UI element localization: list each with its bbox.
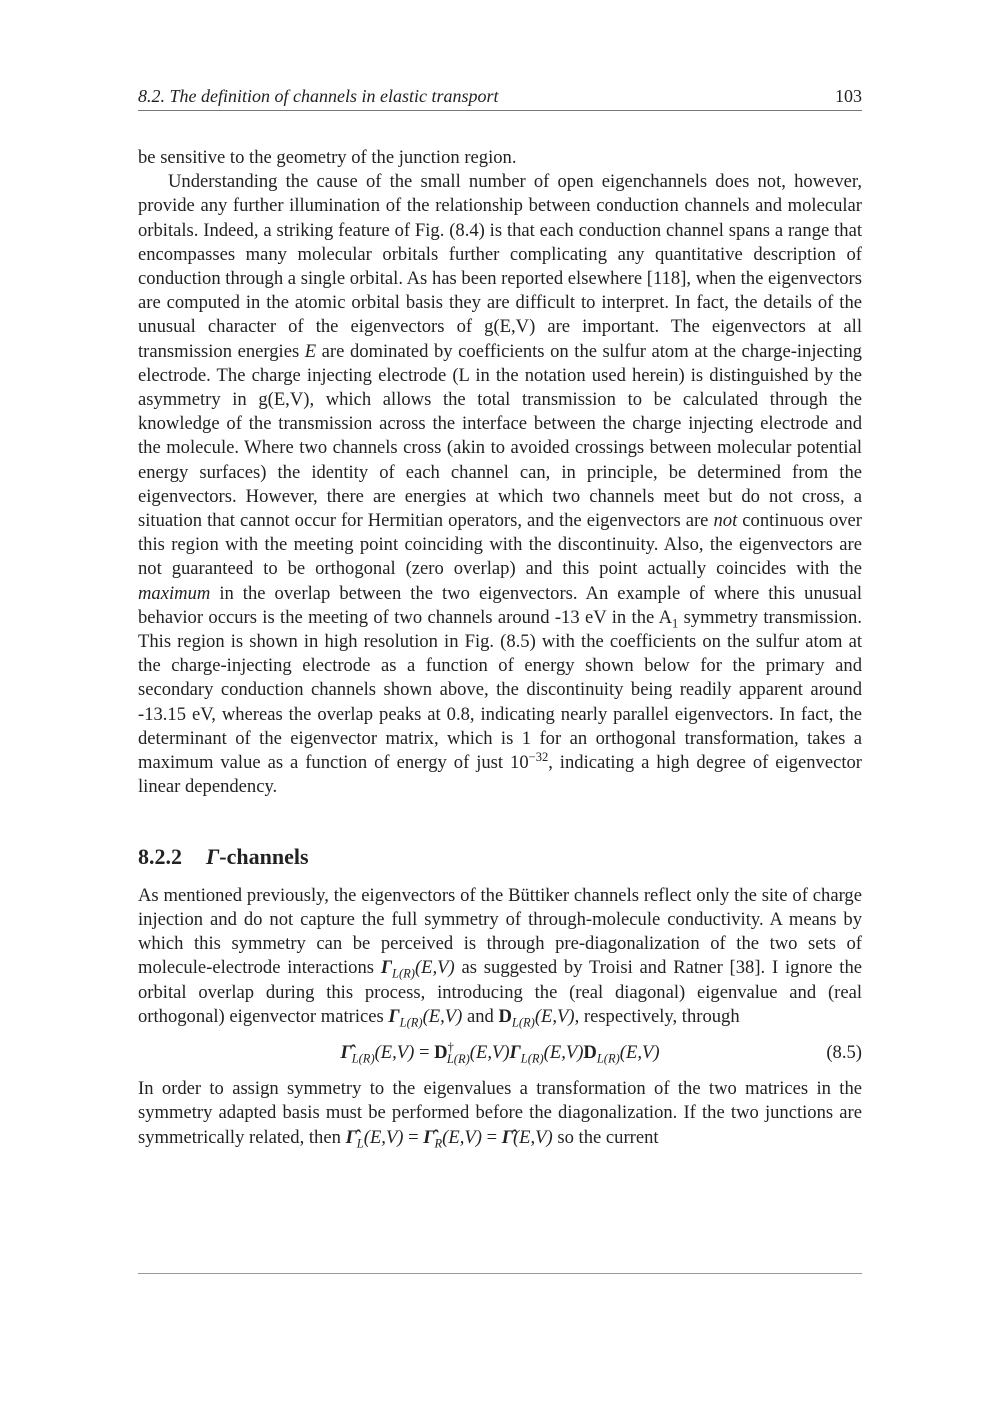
subscript-1: 1 xyxy=(672,616,679,631)
emphasis-maximum: maximum xyxy=(138,582,211,604)
math-subscript: L xyxy=(356,1136,364,1151)
equals-sign: = xyxy=(481,1126,502,1148)
text-run: in the overlap between the two eigenvectors. An example of where this unusual behavior occurs is the meeting of two channels around -13 eV in the A xyxy=(138,582,862,628)
text-run: continuous over this region with the meeting point coinciding with the discontinuity. Also, the eigenvectors are not guaranteed to be orthogonal (zero overlap) and this point actually coincides with the xyxy=(138,510,862,580)
math-subscript: L(R) xyxy=(520,1051,544,1066)
text-run: In order to assign symmetry to the eigenvalues a transformation of the two matrices in the symmetry adapted basis must be performed before the diagonalization. If the two junctions are symmetrically related, then xyxy=(138,1078,862,1148)
math-e: E xyxy=(304,340,317,362)
math-args: (E,V) xyxy=(442,1126,482,1148)
math-args: (E,V) xyxy=(469,1041,510,1063)
math-args: (E,V) xyxy=(422,1005,463,1027)
math-args: (E,V) xyxy=(512,1126,553,1148)
emphasis-not: not xyxy=(713,510,738,532)
math-subscript: R xyxy=(434,1136,443,1151)
text-run: , indicating a high degree of eigenvector linear dependency. xyxy=(138,752,862,798)
math-gamma: Γ xyxy=(388,1005,400,1027)
text-run: , respectively, through xyxy=(574,1005,740,1027)
math-subscript: L(R) xyxy=(351,1051,375,1066)
paragraph-4 xyxy=(138,1077,862,1150)
section-title xyxy=(206,845,309,869)
running-title: 8.2. The definition of channels in elastic transport xyxy=(138,86,499,106)
equation-8-5 xyxy=(138,1041,862,1065)
math-gamma: Γ xyxy=(380,957,393,979)
section-heading xyxy=(138,845,862,869)
math-gamma-hat: Γ̂ xyxy=(423,1126,435,1148)
footer-rule xyxy=(138,1273,862,1274)
text-run: As mentioned previously, the eigenvectors of the Büttiker channels reflect only the site of charge injection and do not capture the full symmetry of through-molecule conductivity. A means by which this symmetry can be perceived is through pre-diagonalization of the two sets of molecule-electrode interactions xyxy=(138,884,862,979)
math-args: (E,V) xyxy=(374,1041,415,1063)
math-subscript: L(R) xyxy=(399,1015,423,1030)
equals-sign: = xyxy=(414,1041,435,1063)
math-gamma: Γ xyxy=(509,1041,521,1063)
text-run: as suggested by Troisi and Ratner [38]. I ignore the orbital overlap during this process, introducing the (real diagonal) eigenvalue and (real orthogonal) eigenvector matrices xyxy=(138,957,862,1027)
paragraph-3 xyxy=(138,884,862,1029)
paragraph-2 xyxy=(138,170,862,799)
equation-body xyxy=(340,1041,659,1065)
math-d: D xyxy=(498,1005,512,1027)
math-args: (E,V) xyxy=(534,1005,575,1027)
text-run: symmetry transmission. This region is shown in high resolution in Fig. (8.5) with the coefficients on the sulfur atom at the charge-injecting electrode as a function of energy shown below for the primary and secondary conduction channels shown above, the discontinuity being readily apparent around -13.15 eV, whereas the overlap peaks at 0.8, indicating nearly parallel eigenvectors. In fact, the determinant of the eigenvector matrix, which is 1 for an orthogonal transformation, takes a maximum value as a function of energy of just 10 xyxy=(138,606,862,774)
math-subscript: L(R) xyxy=(446,1051,470,1066)
exponent: −32 xyxy=(528,749,549,764)
math-gamma-hat: Γ̂ xyxy=(345,1126,357,1148)
math-args: (E,V) xyxy=(543,1041,584,1063)
page-body xyxy=(138,146,862,1150)
gamma-symbol: Γ xyxy=(206,844,220,870)
math-gamma-hat: Γ̂ xyxy=(340,1041,352,1063)
text-run: Understanding the cause of the small number of open eigenchannels does not, however, provide any further illumination of the relationship between conduction channels and molecular orbitals. Indeed, a striking feature of Fig. (8.4) is that each conduction channel spans a range that encompasses many molecular orbitals further complicating any quantitative description of conduction through a single orbital. As has been reported elsewhere [118], when the eigenvectors are computed in the atomic orbital basis they are difficult to interpret. In fact, the details of the unusual character of the eigenvectors of g(E,V) are important. The eigenvectors at all transmission energies xyxy=(138,171,862,362)
equals-sign: = xyxy=(403,1126,424,1148)
math-gamma-hat: Γ̂ xyxy=(501,1126,513,1148)
math-subscript: L(R) xyxy=(392,967,415,982)
math-args: (E,V) xyxy=(363,1126,404,1148)
section-title-text: -channels xyxy=(219,844,309,870)
paragraph-1: be sensitive to the geometry of the junction region. xyxy=(138,147,517,168)
text-run: are dominated by coefficients on the sulfur atom at the charge-injecting electrode. The charge injecting electrode (L in the notation used herein) is distinguished by the asymmetry in g(E,V), which allows the total transmission to be calculated through the knowledge of the transmission across the interface between the charge injecting electrode and the molecule. Where two channels cross (akin to avoided crossings between molecular potential energy surfaces) the identity of each channel can, in principle, be determined from the eigenvectors. However, there are energies at which two channels meet but do not cross, a situation that cannot occur for Hermitian operators, and the eigenvectors are xyxy=(138,340,862,532)
text-run: so the current xyxy=(552,1126,659,1148)
math-args: (E,V) xyxy=(619,1041,660,1063)
page-number: 103 xyxy=(835,86,862,106)
section-number: 8.2.2 xyxy=(138,844,182,870)
math-args: (E,V) xyxy=(414,957,455,979)
text-run: and xyxy=(462,1005,499,1027)
equation-number: (8.5) xyxy=(826,1041,862,1063)
running-header xyxy=(138,86,862,111)
dagger: † xyxy=(447,1039,454,1054)
math-d: D xyxy=(434,1041,448,1063)
math-subscript: L(R) xyxy=(511,1015,535,1030)
math-d: D xyxy=(583,1041,597,1063)
math-subscript: L(R) xyxy=(596,1051,620,1066)
